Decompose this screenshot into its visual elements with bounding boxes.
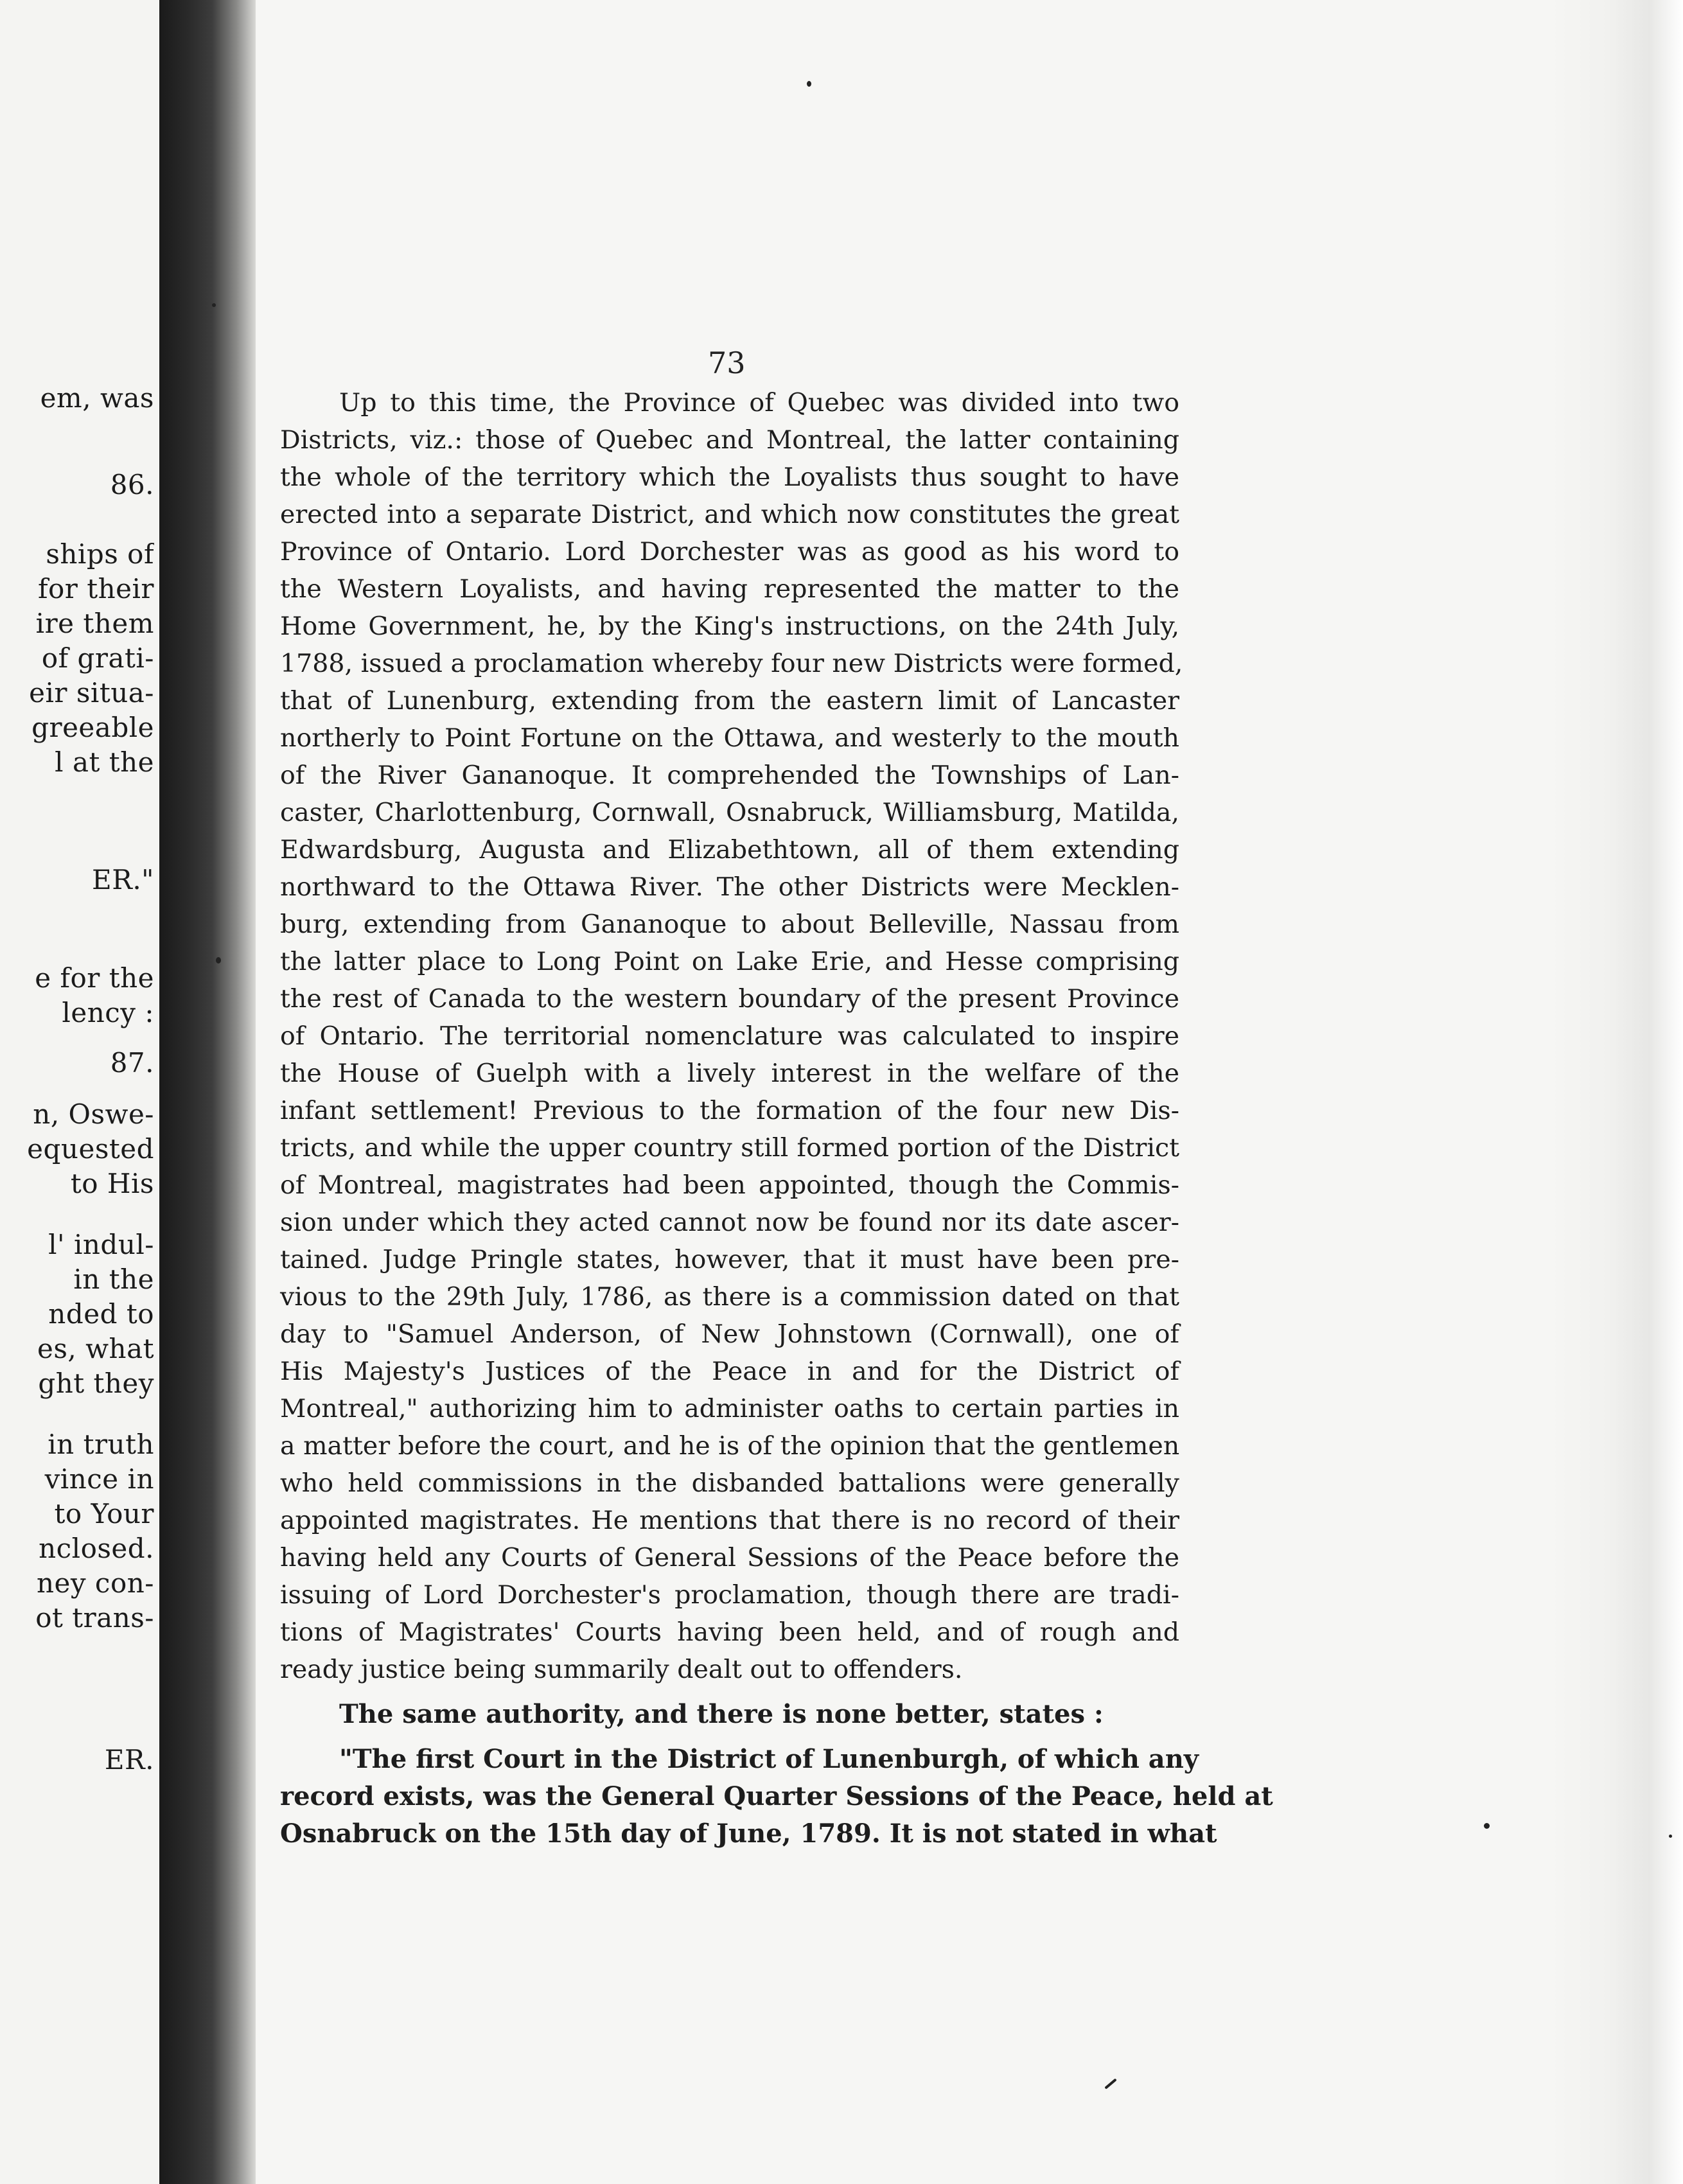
left-page-text-fragment: ot trans- (35, 1602, 154, 1634)
book-gutter-shadow (159, 0, 256, 2184)
left-page-text-fragment: ney con- (36, 1567, 154, 1599)
left-page-text-fragment: equested (27, 1133, 154, 1165)
scan-speck (212, 303, 216, 307)
left-page-text-fragment: l' indul- (48, 1229, 154, 1260)
left-page-text-fragment: e for the (35, 962, 154, 994)
paragraph-1-line: burg, extending from Gananoque to about Belleville, Nassau from (280, 910, 1179, 939)
paragraph-1-line: of Ontario. The territorial nomenclature was calculated to inspire (280, 1021, 1179, 1051)
left-page-text-fragment: 86. (110, 469, 154, 500)
scan-speck (1484, 1823, 1490, 1829)
paragraph-1-line: Districts, viz.: those of Quebec and Montreal, the latter containing (280, 425, 1179, 455)
left-page-text-fragment: es, what (37, 1333, 154, 1364)
left-page-text-fragment: em, was (40, 382, 154, 414)
left-page-text-fragment: nclosed. (39, 1533, 154, 1564)
page-edge (1548, 0, 1683, 2184)
paragraph-1-line: vious to the 29th July, 1786, as there is a commission dated on that (280, 1282, 1179, 1312)
paragraph-3-line: Osnabruck on the 15th day of June, 1789. It is not stated in what (280, 1819, 1217, 1849)
paragraph-1-line: northward to the Ottawa River. The other Districts were Mecklen- (280, 872, 1179, 902)
paragraph-1-line: tions of Magistrates' Courts having been held, and of rough and (280, 1617, 1179, 1647)
left-page-text-fragment: for their (37, 573, 154, 604)
left-page-text-fragment: ER. (104, 1744, 154, 1775)
paragraph-1-line: infant settlement! Previous to the formation of the four new Dis- (280, 1096, 1179, 1125)
paragraph-1-line: Edwardsburg, Augusta and Elizabethtown, all of them extending (280, 835, 1179, 865)
left-page-text-fragment: in truth (48, 1429, 154, 1460)
paragraph-3 (280, 1741, 1273, 1853)
left-page-text-fragment: to His (70, 1168, 154, 1199)
left-page-text-fragment: of grati- (41, 642, 154, 674)
left-page-text-fragment: ght they (38, 1368, 154, 1399)
paragraph-1-line: sion under which they acted cannot now be found nor its date ascer- (280, 1208, 1179, 1237)
paragraph-1-line: of Montreal, magistrates had been appointed, though the Commis- (280, 1170, 1179, 1200)
left-page-fragment (0, 0, 159, 2184)
left-page-text-fragment: lency : (62, 997, 154, 1028)
paragraph-1-line: tricts, and while the upper country still formed portion of the District (280, 1133, 1179, 1163)
left-page-text-fragment: 87. (110, 1047, 154, 1079)
paragraph-1-line: His Majesty's Justices of the Peace in and for the District of (280, 1357, 1179, 1386)
paragraph-1-line: 1788, issued a proclamation whereby four new Districts were formed, (280, 649, 1183, 678)
left-page-text-fragment: nded to (48, 1298, 154, 1330)
paragraph-1-line: day to "Samuel Anderson, of New Johnstown (Cornwall), one of (280, 1319, 1179, 1349)
left-page-text-fragment: l at the (55, 746, 154, 778)
page-number: 73 (708, 346, 746, 380)
paragraph-1-line: the latter place to Long Point on Lake Erie, and Hesse comprising (280, 947, 1179, 976)
paragraph-1-line: the Western Loyalists, and having represented the matter to the (280, 574, 1179, 604)
paragraph-1-line: having held any Courts of General Sessions of the Peace before the (280, 1543, 1179, 1572)
paragraph-1-line: northerly to Point Fortune on the Ottawa, and westerly to the mouth (280, 723, 1179, 753)
scan-speck (1669, 1835, 1672, 1838)
left-page-text-fragment: in the (73, 1264, 154, 1295)
paragraph-1-line: Montreal," authorizing him to administer oaths to certain parties in (280, 1394, 1179, 1423)
left-page-text-fragment: ER." (92, 864, 154, 895)
paragraph-1-line: caster, Charlottenburg, Cornwall, Osnabruck, Williamsburg, Matilda, (280, 798, 1179, 827)
paragraph-1-line: the rest of Canada to the western boundary of the present Province (280, 984, 1179, 1014)
page-body (280, 384, 1273, 1853)
paragraph-1-line: Up to this time, the Province of Quebec was divided into two (339, 388, 1179, 418)
paragraph-1-line: tained. Judge Pringle states, however, that it must have been pre- (280, 1245, 1179, 1274)
paragraph-1-line: Home Government, he, by the King's instructions, on the 24th July, (280, 612, 1179, 641)
paragraph-1-line: a matter before the court, and he is of the opinion that the gentlemen (280, 1431, 1180, 1461)
scan-speck (216, 957, 221, 964)
paragraph-1-line: erected into a separate District, and which now constitutes the great (280, 500, 1179, 529)
paragraph-2 (280, 1696, 1179, 1733)
left-page-text-fragment: ships of (46, 538, 154, 570)
paragraph-1-line: appointed magistrates. He mentions that there is no record of their (280, 1506, 1179, 1535)
left-page-text-fragment: vince in (44, 1463, 154, 1495)
paragraph-1-line: the House of Guelph with a lively interest in the welfare of the (280, 1059, 1179, 1088)
left-page-text-fragment: to Your (54, 1498, 154, 1529)
paragraph-3-line: "The first Court in the District of Lunenburgh, of which any (339, 1744, 1199, 1774)
scan-speck (807, 81, 811, 87)
left-page-text-fragment: ire them (35, 608, 154, 639)
paragraph-1-line: who held commissions in the disbanded battalions were generally (280, 1468, 1179, 1498)
left-page-text-fragment: eir situa- (29, 677, 154, 709)
paragraph-1-line: Province of Ontario. Lord Dorchester was as good as his word to (280, 537, 1179, 567)
paragraph-1-line: that of Lunenburg, extending from the eastern limit of Lancaster (280, 686, 1179, 716)
paragraph-1-line: the whole of the territory which the Loyalists thus sought to have (280, 462, 1179, 492)
left-page-text-fragment: n, Oswe- (33, 1098, 154, 1130)
left-page-text-fragment: greeable (31, 712, 154, 743)
paragraph-3-line: record exists, was the General Quarter Sessions of the Peace, held at (280, 1781, 1273, 1811)
paragraph-1 (280, 384, 1183, 1688)
paragraph-1-line: issuing of Lord Dorchester's proclamation, though there are tradi- (280, 1580, 1179, 1610)
paragraph-2-line: The same authority, and there is none better, states : (339, 1699, 1104, 1729)
paragraph-1-line: of the River Gananoque. It comprehended the Townships of Lan- (280, 761, 1179, 790)
paragraph-1-line: ready justice being summarily dealt out to offenders. (280, 1655, 963, 1684)
